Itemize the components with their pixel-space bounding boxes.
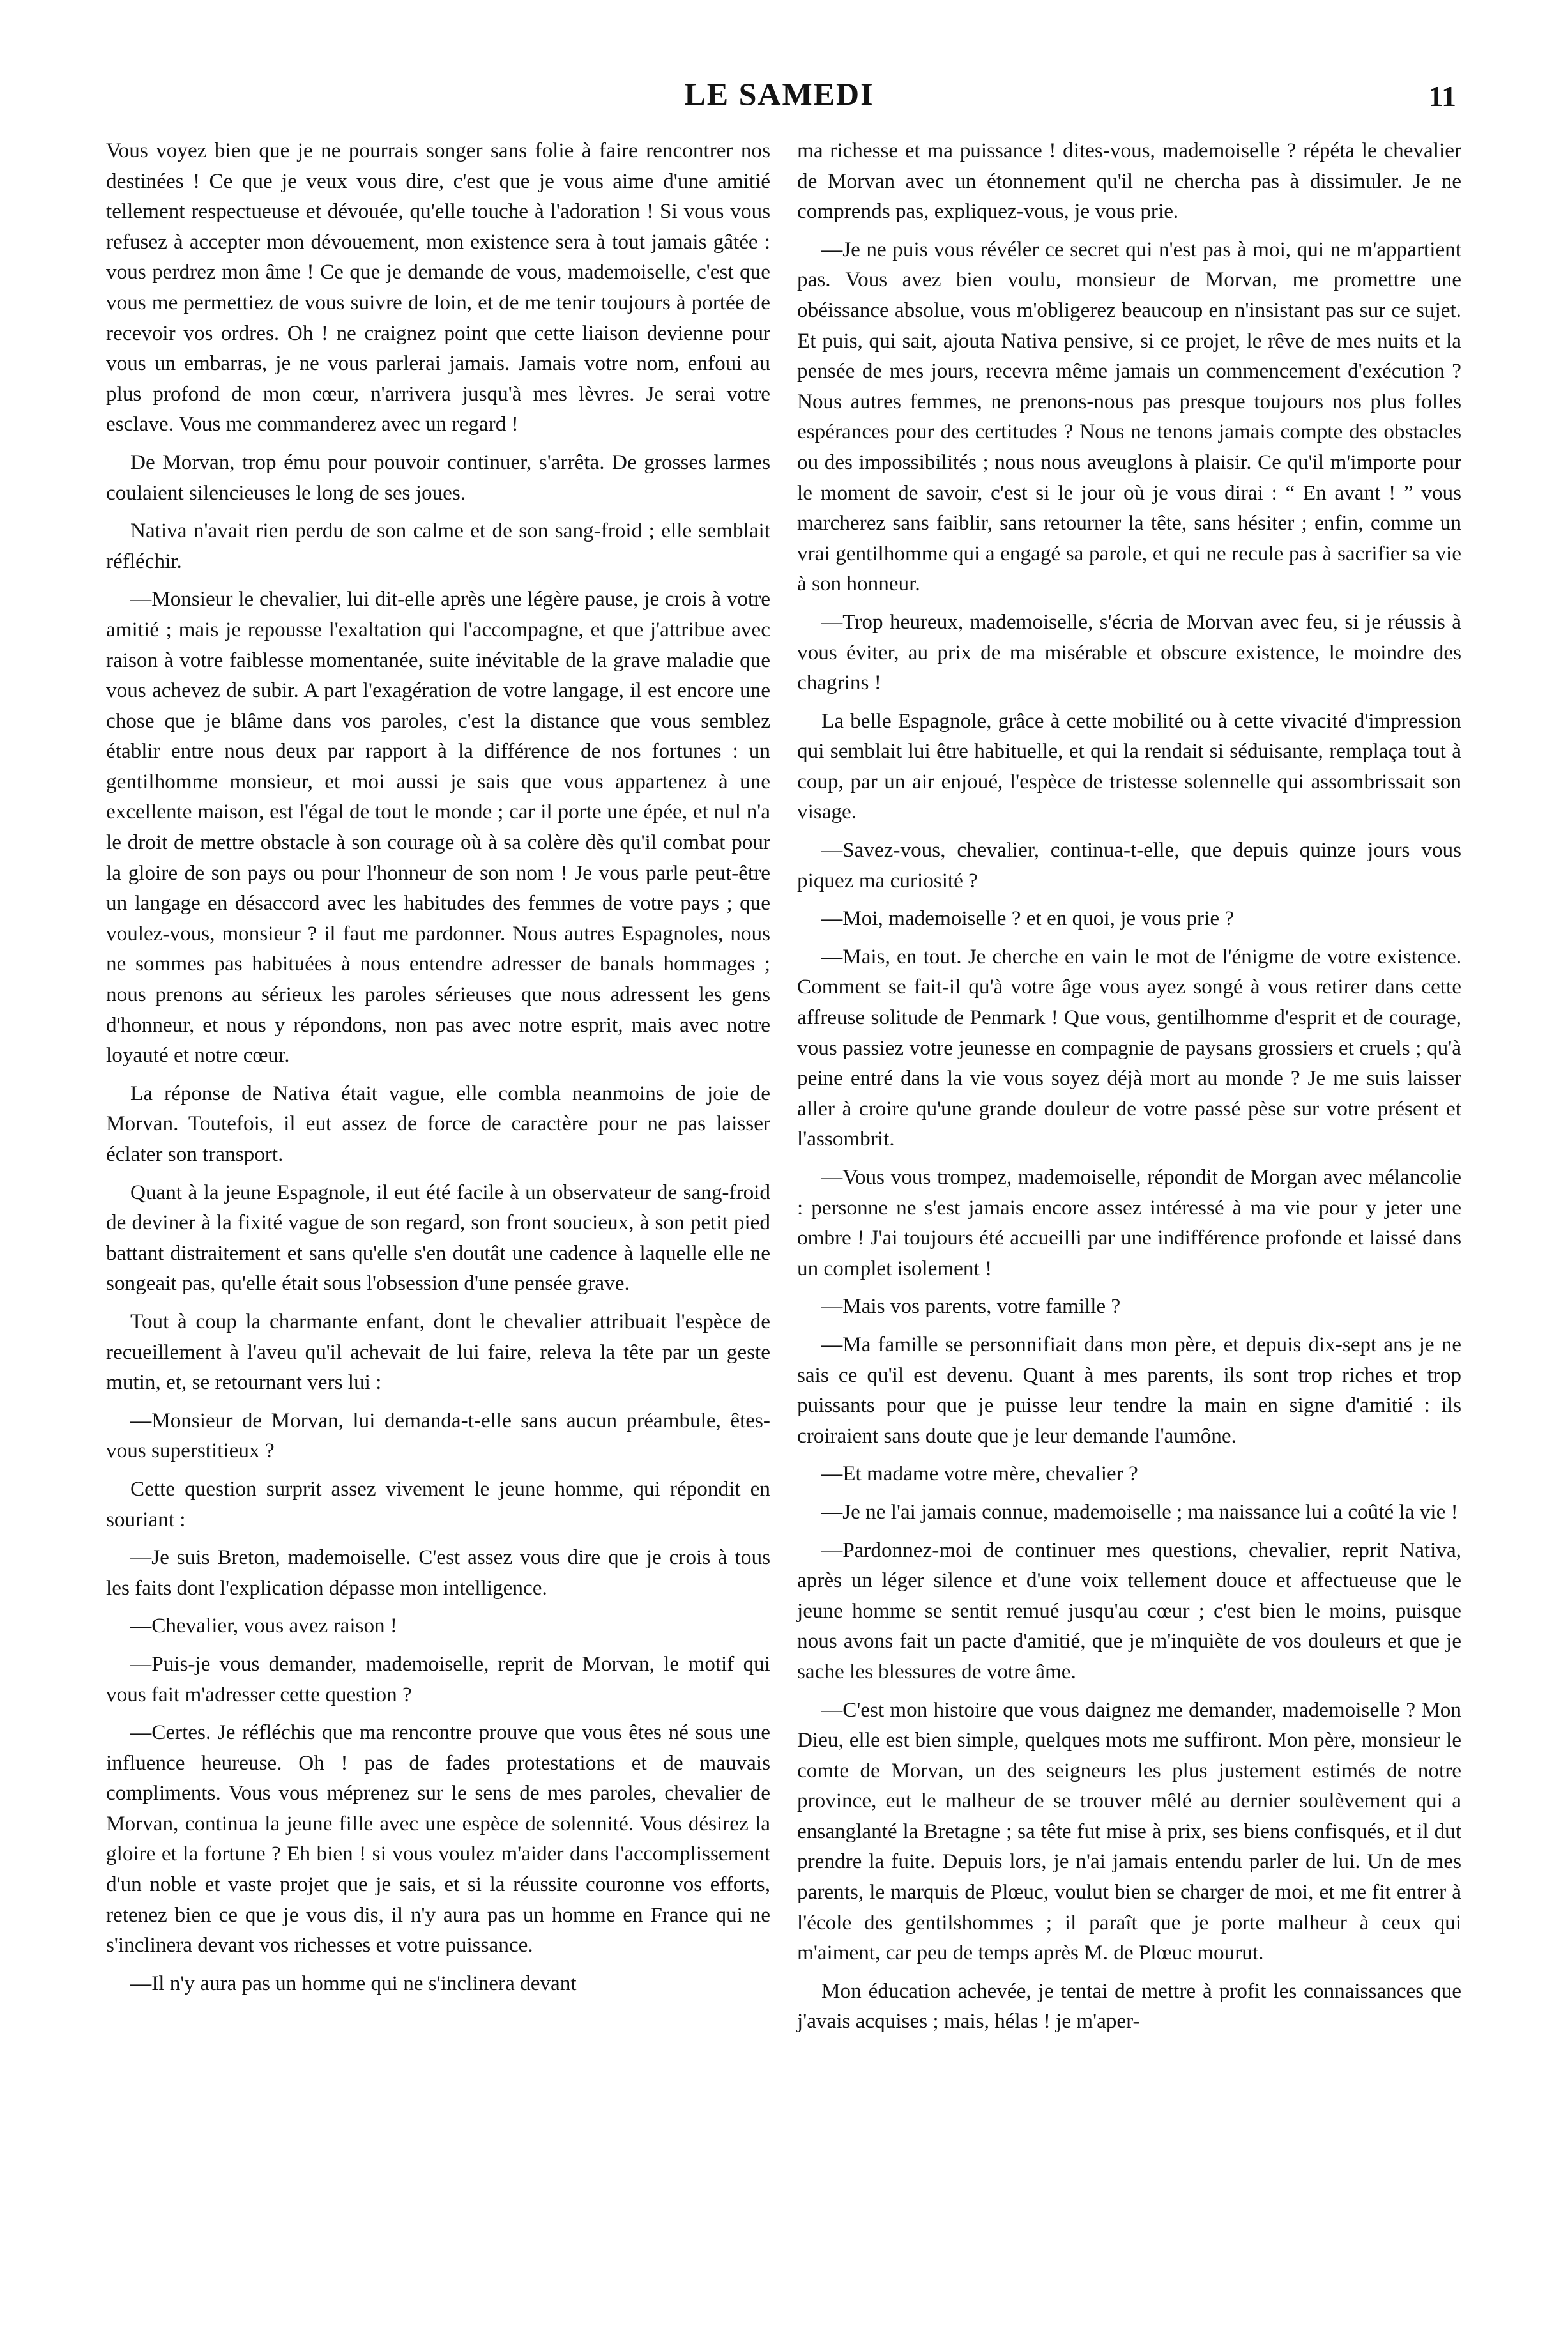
page-number: 11 [1428,80,1456,112]
paragraph: —Je ne l'ai jamais connue, mademoiselle ; ma naissance lui a coûté la vie ! [821,1499,1458,1524]
paragraph: —Vous vous trompez, mademoiselle, répondit de Morgan avec mélancolie : personne ne s'est jamais encore assez intéressé à ma vie pour y jeter une ombre ! J'ai toujours été accueilli par une indifférence profonde et laissé dans un complet isolement ! [797,1165,1461,1280]
paragraph: —Certes. Je réfléchis que ma rencontre prouve que vous êtes né sous une influence heureuse. Oh ! pas de fades protestations et de mauvais compliments. Vous vous méprenez sur le sens de mes paroles, chevalier de Morvan, continua la jeune fille avec une espèce de solennité. Vous désirez la gloire et la fortune ? Eh bien ! si vous voulez m'aider dans l'accomplissement d'un noble et vaste projet que je sais, et si la réussite couronne vos efforts, retenez bien ce que je vous dis, il n'y aura pas un homme en France qui ne s'inclinera devant vos richesses et votre puissance. [106,1720,770,1957]
paragraph: —Je suis Breton, mademoiselle. C'est assez vous dire que je crois à tous les faits dont l'explication dépasse mon intelligence. [106,1545,770,1600]
paragraph: La belle Espagnole, grâce à cette mobilité ou à cette vivacité d'impression qui semblait lui être habituelle, et qui la rendait si séduisante, remplaça tout à coup, par un air enjoué, l'espèce de tristesse solennelle qui assombrissait son visage. [797,708,1461,824]
paragraph: Nativa n'avait rien perdu de son calme et de son sang-froid ; elle semblait réfléchir. [106,519,770,573]
paragraph: De Morvan, trop ému pour pouvoir continuer, s'arrêta. De grosses larmes coulaient silencieuses le long de ses joues. [106,450,770,505]
left-column [106,135,770,2006]
paragraph: —Je ne puis vous révéler ce secret qui n'est pas à moi, qui ne m'appartient pas. Vous avez bien voulu, monsieur de Morvan, me promettre une obéissance absolue, vous m'obligerez beaucoup en n'insistant pas sur ce sujet. Et puis, qui sait, ajouta Nativa pensive, si ce projet, le rêve de mes nuits et la pensée de mes jours, recevra même jamais un commencement d'exécution ? Nous autres femmes, ne prenons-nous pas presque toujours nos plus folles espérances pour des certitudes ? Nous ne tenons jamais compte des obstacles ou des impossibilités ; nous nous aveuglons à plaisir. Ce qu'il m'importe pour le moment de savoir, c'est si le jour où je vous dirai : “ En avant ! ” vous marcherez sans faiblir, sans retourner la tête, sans hésiter ; enfin, comme un vrai gentilhomme qui a engagé sa parole, et qui ne recule pas à sacrifier sa vie à son honneur. [797,237,1461,596]
paragraph: Mon éducation achevée, je tentai de mettre à profit les connaissances que j'avais acquises ; mais, hélas ! je m'aper- [797,1979,1461,2033]
paragraph: —C'est mon histoire que vous daignez me demander, mademoiselle ? Mon Dieu, elle est bien simple, quelques mots me suffiront. Mon père, monsieur le comte de Morvan, un des seigneurs les plus justement estimés de notre province, eut le malheur de se trouver mêlé au dernier soulèvement qui a ensanglanté la Bretagne ; sa tête fut mise à prix, ses biens confisqués, et il dut prendre la fuite. Depuis lors, je n'ai jamais entendu parler de lui. Un de mes parents, le marquis de Plœuc, voulut bien se charger de moi, et me fit entrer à l'école des gentilshommes ; il paraît que je porte malheur à ceux qui m'aiment, car peu de temps après M. de Plœuc mourut. [797,1697,1461,1965]
paragraph: —Savez-vous, chevalier, continua-t-elle, que depuis quinze jours vous piquez ma curiosité ? [797,838,1461,892]
paragraph: —Puis-je vous demander, mademoiselle, reprit de Morvan, le motif qui vous fait m'adresser cette question ? [106,1651,770,1706]
paragraph: Vous voyez bien que je ne pourrais songer sans folie à faire rencontrer nos destinées ! Ce que je veux vous dire, c'est que je vous aime d'une amitié tellement respectueuse et dévouée, qu'elle touche à l'adoration ! Si vous vous refusez à accepter mon dévouement, mon existence sera à tout jamais gâtée : vous perdrez mon âme ! Ce que je demande de vous, mademoiselle, c'est que vous me permettiez de vous suivre de loin, et de me tenir toujours à portée de recevoir vos ordres. Oh ! ne craignez point que cette liaison devienne pour vous un embarras, je ne vous parlerai jamais. Jamais votre nom, enfoui au plus profond de mon cœur, n'arrivera jusqu'à mes lèvres. Je serai votre esclave. Vous me commanderez avec un regard ! [106,139,770,436]
paragraph: —Mais, en tout. Je cherche en vain le mot de l'énigme de votre existence. Comment se fait-il qu'à votre âge vous ayez songé à vous retirer dans cette affreuse solitude de Penmark ! Que vous, gentilhomme d'esprit et de courage, vous passiez votre jeunesse en compagnie de paysans grossiers et cruels ; qu'à peine entré dans la vie vous soyez déjà mort au monde ? Je me suis laisser aller à croire qu'une grande douleur de votre passé pèse sur votre présent et l'assombrit. [797,944,1461,1151]
paragraph: Quant à la jeune Espagnole, il eut été facile à un observateur de sang-froid de deviner à la fixité vague de son regard, son front soucieux, à son petit pied battant distraitement et sans qu'elle s'en doutât une cadence à laquelle elle ne songeait pas, qu'elle était sous l'obsession d'une pensée grave. [106,1180,770,1296]
journal-title: LE SAMEDI [684,76,874,112]
paragraph: La réponse de Nativa était vague, elle combla neanmoins de joie de Morvan. Toutefois, il eut assez de force de caractère pour ne pas laisser éclater son transport. [106,1081,770,1166]
paragraph: —Moi, mademoiselle ? et en quoi, je vous prie ? [821,907,1235,931]
paragraph: —Pardonnez-moi de continuer mes questions, chevalier, reprit Nativa, après un léger silence et d'une voix tellement douce et affectueuse que le jeune homme se sentit remué jusqu'au cœur ; c'est bien le moins, puisque nous avons fait un pacte d'amitié, que je m'inquiète de vos douleurs et que je sache les blessures de votre âme. [797,1538,1461,1683]
paragraph: —Ma famille se personnifiait dans mon père, et depuis dix-sept ans je ne sais ce qu'il est devenu. Quant à mes parents, ils sont trop riches et trop puissants pour que je puisse leur tendre la main en signe d'amitié : ils croiraient sans doute que je leur demande l'aumône. [797,1332,1461,1448]
paragraph: —Monsieur de Morvan, lui demanda-t-elle sans aucun préambule, êtes-vous superstitieux ? [106,1408,770,1463]
page-header [102,75,1456,126]
paragraph: —Chevalier, vous avez raison ! [130,1614,397,1638]
paragraph: —Monsieur le chevalier, lui dit-elle après une légère pause, je crois à votre amitié ; mais je repousse l'exaltation qui l'accompagne, et que j'attribue avec raison à votre faiblesse momentanée, suite inévitable de la grave maladie que vous achevez de subir. A part l'exagération de votre langage, il est encore une chose que je blâme dans vos paroles, c'est la distance que vous semblez établir entre nous deux par rapport à la différence de nos fortunes : un gentilhomme monsieur, et moi aussi je sais que vous appartenez à une excellente maison, est l'égal de tout le monde ; car il porte une épée, et nul n'a le droit de mettre obstacle à son courage où à sa colère dès qu'il combat pour la gloire de son pays ou pour l'honneur de son nom ! Je vous parle peut-être un langage en désaccord avec les habitudes des femmes de votre pays ; que voulez-vous, monsieur ? il faut me pardonner. Nous autres Espagnoles, nous ne sommes pas habituées à nous entendre adresser de banals hommages ; nous prenons au sérieux les paroles sérieuses que nous adressent les gens d'honneur, et nous y répondons, non pas avec notre esprit, mais avec notre loyauté et notre cœur. [106,587,770,1068]
paragraph: Tout à coup la charmante enfant, dont le chevalier attribuait l'espèce de recueillement à l'aveu qu'il achevait de lui faire, releva la tête par un geste mutin, et, se retournant vers lui : [106,1309,770,1395]
paragraph: Cette question surprit assez vivement le jeune homme, qui répondit en souriant : [106,1476,770,1531]
paragraph: ma richesse et ma puissance ! dites-vous, mademoiselle ? répéta le chevalier de Morvan avec un étonnement qu'il ne chercha pas à dissimuler. Je ne comprends pas, expliquez-vous, je vous prie. [797,139,1461,224]
paragraph: —Trop heureux, mademoiselle, s'écria de Morvan avec feu, si je réussis à vous éviter, au prix de ma misérable et obscure existence, le moindre des chagrins ! [797,609,1461,695]
paragraph: —Et madame votre mère, chevalier ? [821,1462,1138,1486]
right-column [797,135,1461,2044]
paragraph: —Mais vos parents, votre famille ? [821,1294,1121,1319]
paragraph: —Il n'y aura pas un homme qui ne s'inclinera devant [130,1971,577,1995]
